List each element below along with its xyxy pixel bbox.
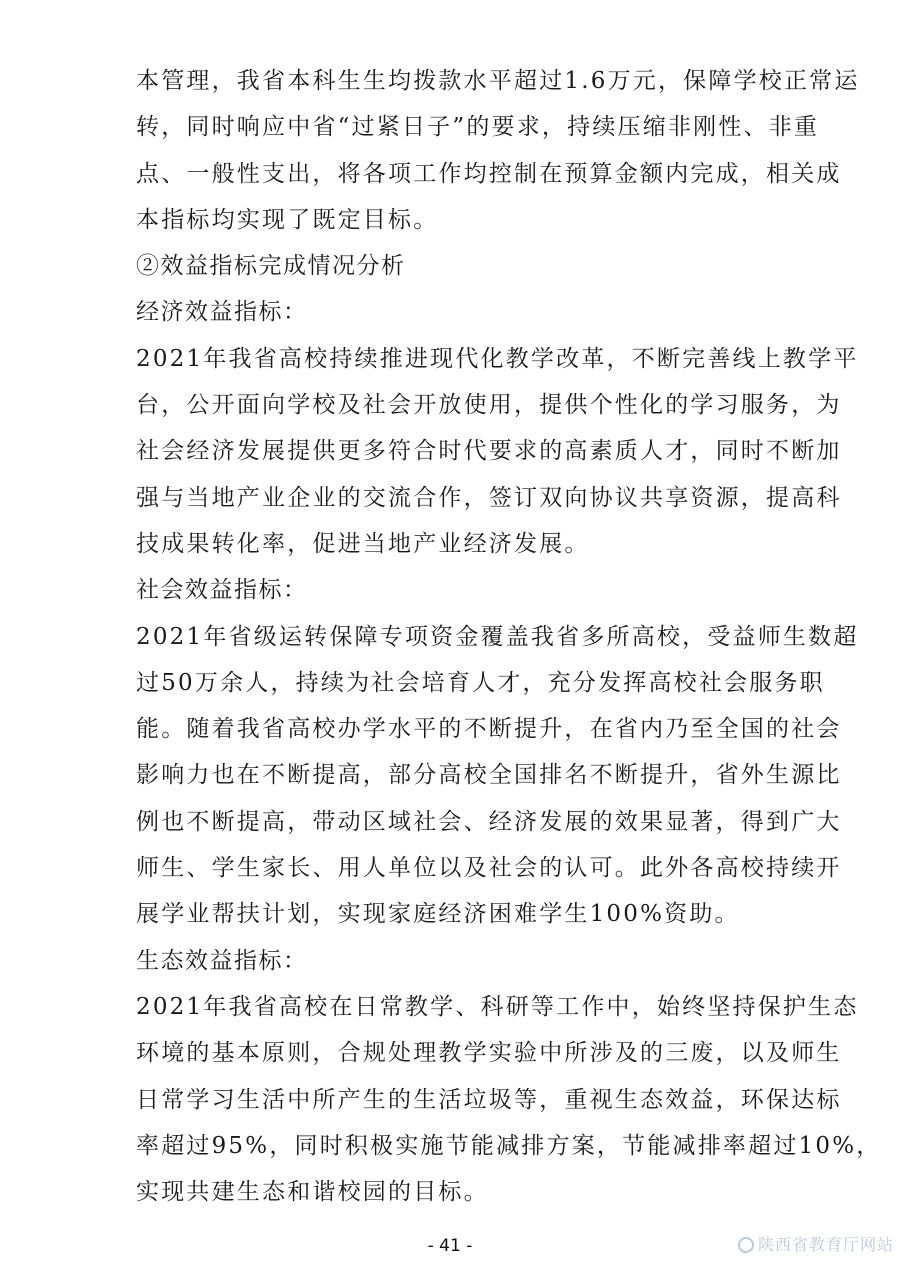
- watermark: [738, 1232, 894, 1255]
- watermark-text: 陕西省教育厅网站: [758, 1235, 895, 1254]
- subsection-heading: 经济效益指标：: [136, 299, 308, 326]
- text-line: 技成果转化率，促进当地产业经济发展。: [136, 530, 590, 557]
- text-line: 强与当地产业企业的交流合作，签订双向协议共享资源，提高科: [136, 484, 842, 511]
- text-line: 点、一般性支出，将各项工作均控制在预算金额内完成，相关成: [136, 160, 842, 187]
- text-line: 本管理，我省本科生生均拨款水平超过1.6万元，保障学校正常运: [136, 68, 860, 94]
- text-line: 2021年省级运转保障专项资金覆盖我省多所高校，受益师生数超: [136, 623, 859, 650]
- text-line: 率超过95%，同时积极实施节能减排方案，节能减排率超过10%，: [136, 1132, 882, 1159]
- text-line: 社会经济发展提供更多符合时代要求的高素质人才，同时不断加: [136, 438, 842, 465]
- body-text: [136, 58, 882, 1215]
- text-line: 展学业帮扶计划，实现家庭经济困难学生100%资助。: [136, 901, 740, 928]
- text-line: 影响力也在不断提高，部分高校全国排名不断提升，省外生源比: [136, 762, 842, 789]
- text-line: 2021年我省高校在日常教学、科研等工作中，始终坚持保护生态: [136, 993, 859, 1020]
- subsection-heading: 社会效益指标：: [136, 577, 308, 604]
- text-line: 台，公开面向学校及社会开放使用，提供个性化的学习服务，为: [136, 392, 842, 419]
- text-line: 转，同时响应中省“过紧日子”的要求，持续压缩非刚性、非重: [136, 114, 820, 141]
- text-line: 日常学习生活中所产生的生活垃圾等，重视生态效益，环保达标: [136, 1086, 842, 1113]
- subsection-heading: 生态效益指标：: [136, 947, 308, 974]
- text-line: 例也不断提高，带动区域社会、经济发展的效果显著，得到广大: [136, 808, 842, 835]
- text-line: 2021年我省高校持续推进现代化教学改革，不断完善线上教学平: [136, 345, 859, 372]
- text-line: 本指标均实现了既定目标。: [136, 206, 439, 233]
- text-line: 实现共建生态和谐校园的目标。: [136, 1179, 489, 1206]
- watermark-logo-icon: [738, 1237, 754, 1253]
- section-heading: ②效益指标完成情况分析: [136, 253, 406, 280]
- page-number: - 41 -: [427, 1236, 473, 1256]
- text-line: 能。随着我省高校办学水平的不断提升，在省内乃至全国的社会: [136, 716, 842, 743]
- text-line: 师生、学生家长、用人单位以及社会的认可。此外各高校持续开: [136, 855, 842, 882]
- text-line: 过50万余人，持续为社会培育人才，充分发挥高校社会服务职: [136, 669, 825, 696]
- text-line: 环境的基本原则，合规处理教学实验中所涉及的三废，以及师生: [136, 1040, 842, 1067]
